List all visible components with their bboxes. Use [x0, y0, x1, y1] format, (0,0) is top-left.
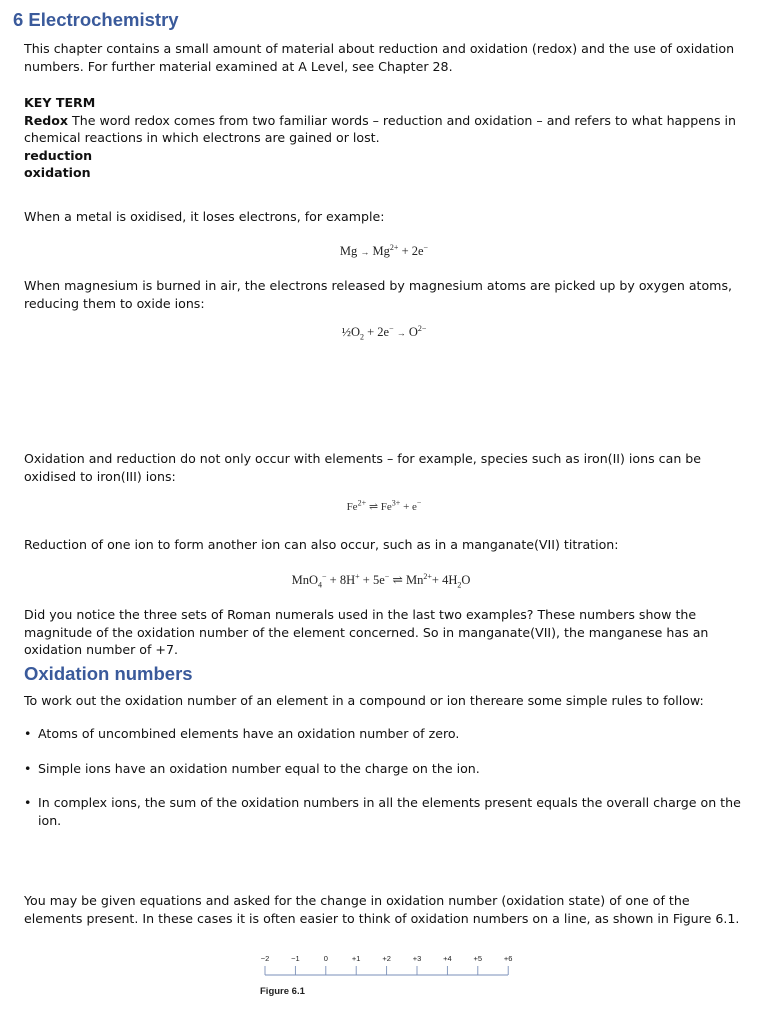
- eq1-product-charge: 2+: [389, 242, 399, 252]
- number-line-paragraph: You may be given equations and asked for the change in oxidation number (oxidation state) of one of the elements present. In these cases it is often easier to think of oxidation numbers on a line, as shown in Figure 6.1.: [24, 893, 740, 926]
- metal-oxidised-paragraph: When a metal is oxidised, it loses electrons, for example:: [24, 209, 385, 224]
- eq1-electrons: + 2e: [398, 244, 424, 258]
- iron-paragraph: Oxidation and reduction do not only occur with elements – for example, species such as iron(II) ions can be oxidised to iron(III) ions:: [24, 451, 702, 484]
- rules-list: [24, 725, 746, 829]
- eq4-water-oxygen: O: [461, 573, 471, 587]
- bullet-icon: •: [24, 726, 32, 741]
- key-term-oxidation: oxidation: [24, 165, 91, 180]
- eq1-reactant: Mg: [339, 244, 358, 258]
- eq3-electron-charge: −: [416, 498, 422, 508]
- rule-item: [24, 760, 746, 795]
- eq3-electron: + e: [400, 501, 417, 513]
- eq4-hydrogen-charge: +: [355, 571, 360, 581]
- eq4-hydrogen-ions: + 8H: [326, 573, 356, 587]
- eq4-permanganate: MnO: [291, 573, 319, 587]
- eq4-electron-charge: −: [384, 571, 390, 581]
- eq4-permanganate-charge: −: [322, 571, 327, 581]
- rules-intro-paragraph: To work out the oxidation number of an element in a compound or ion thereare some simple rules to follow:: [24, 693, 704, 708]
- manganate-paragraph: Reduction of one ion to form another ion can also occur, such as in a manganate(VII) titration:: [24, 537, 619, 552]
- eq3-iron2-charge: 2+: [357, 498, 367, 508]
- tick-label: +3: [412, 954, 422, 963]
- eq2-electron-charge: −: [389, 323, 394, 333]
- bullet-icon: •: [24, 760, 32, 776]
- key-term-definition: [24, 112, 746, 147]
- eq2-electrons: + 2e: [363, 325, 390, 339]
- eq4-water-subscript: 2: [457, 580, 462, 590]
- magnesium-paragraph: When magnesium is burned in air, the electrons released by magnesium atoms are picked up by oxygen atoms, reducing them to oxide ions:: [24, 278, 733, 311]
- rule-item: [24, 794, 746, 829]
- tick-label: +4: [443, 954, 452, 963]
- eq4-water: + 4H: [431, 573, 458, 587]
- figure-caption: Figure 6.1: [260, 986, 305, 997]
- section-title-oxidation-numbers: Oxidation numbers: [24, 663, 193, 684]
- tick-label: −1: [291, 954, 300, 963]
- rule-text: Simple ions have an oxidation number equal to the charge on the ion.: [38, 760, 480, 776]
- tick-label: −2: [260, 954, 270, 963]
- eq4-manganese-ion: Mn: [406, 573, 424, 587]
- eq4-electrons: + 5e: [359, 573, 385, 587]
- tick-label: 0: [323, 954, 328, 963]
- eq2-arrow: →: [396, 328, 406, 338]
- equation-magnesium-oxidation: [0, 243, 768, 262]
- key-term-heading: KEY TERM: [24, 95, 96, 110]
- tick-label: +2: [382, 954, 391, 963]
- equation-manganate-reduction: [0, 572, 765, 590]
- eq3-iron3: Fe: [380, 501, 392, 513]
- tick-label: +1: [351, 954, 361, 963]
- eq1-arrow: →: [360, 247, 370, 257]
- rule-text: Atoms of uncombined elements have an oxidation number of zero.: [38, 726, 460, 741]
- eq2-oxygen-subscript: 2: [359, 332, 364, 342]
- key-term-word: Redox: [24, 112, 69, 128]
- eq2-oxygen: ½O: [341, 325, 360, 339]
- rule-item: [24, 725, 746, 760]
- eq2-oxide-charge: 2−: [417, 323, 427, 333]
- eq2-oxide: O: [408, 325, 418, 339]
- intro-paragraph: This chapter contains a small amount of material about reduction and oxidation (redox) and the use of oxidation numbers. For further material examined at A Level, see Chapter 28.: [24, 41, 735, 74]
- eq1-electron-charge: −: [423, 242, 429, 252]
- key-term-reduction: reduction: [24, 147, 93, 163]
- chapter-title: 6 Electrochemistry: [13, 9, 179, 30]
- eq4-permanganate-subscript: 4: [318, 580, 323, 590]
- equation-oxygen-reduction: [0, 324, 768, 343]
- bullet-icon: •: [24, 795, 32, 810]
- key-term-text: The word redox comes from two familiar words – reduction and oxidation – and refers to what happens in chemical reactions in which electrons are gained or lost.: [24, 112, 737, 145]
- rule-text: In complex ions, the sum of the oxidation numbers in all the elements present equals the overall charge on the ion.: [38, 795, 741, 828]
- eq3-equilibrium-arrow: ⇌: [368, 501, 379, 513]
- eq1-product: Mg: [372, 244, 390, 258]
- roman-numerals-paragraph: Did you notice the three sets of Roman numerals used in the last two examples? These numbers show the magnitude of the oxidation number of the element concerned. So in manganate(VII), the manganese has an oxidation number of +7.: [24, 607, 709, 657]
- tick-label: +6: [503, 954, 513, 963]
- eq3-iron3-charge: 3+: [391, 498, 401, 508]
- eq4-equilibrium-arrow: ⇌: [392, 573, 403, 587]
- equation-iron-oxidation: [0, 499, 768, 517]
- eq4-manganese-charge: 2+: [423, 571, 432, 581]
- eq3-iron2: Fe: [346, 501, 358, 513]
- number-line-ticks: [261, 954, 513, 975]
- tick-label: +5: [473, 954, 483, 963]
- key-term-box: [24, 94, 746, 182]
